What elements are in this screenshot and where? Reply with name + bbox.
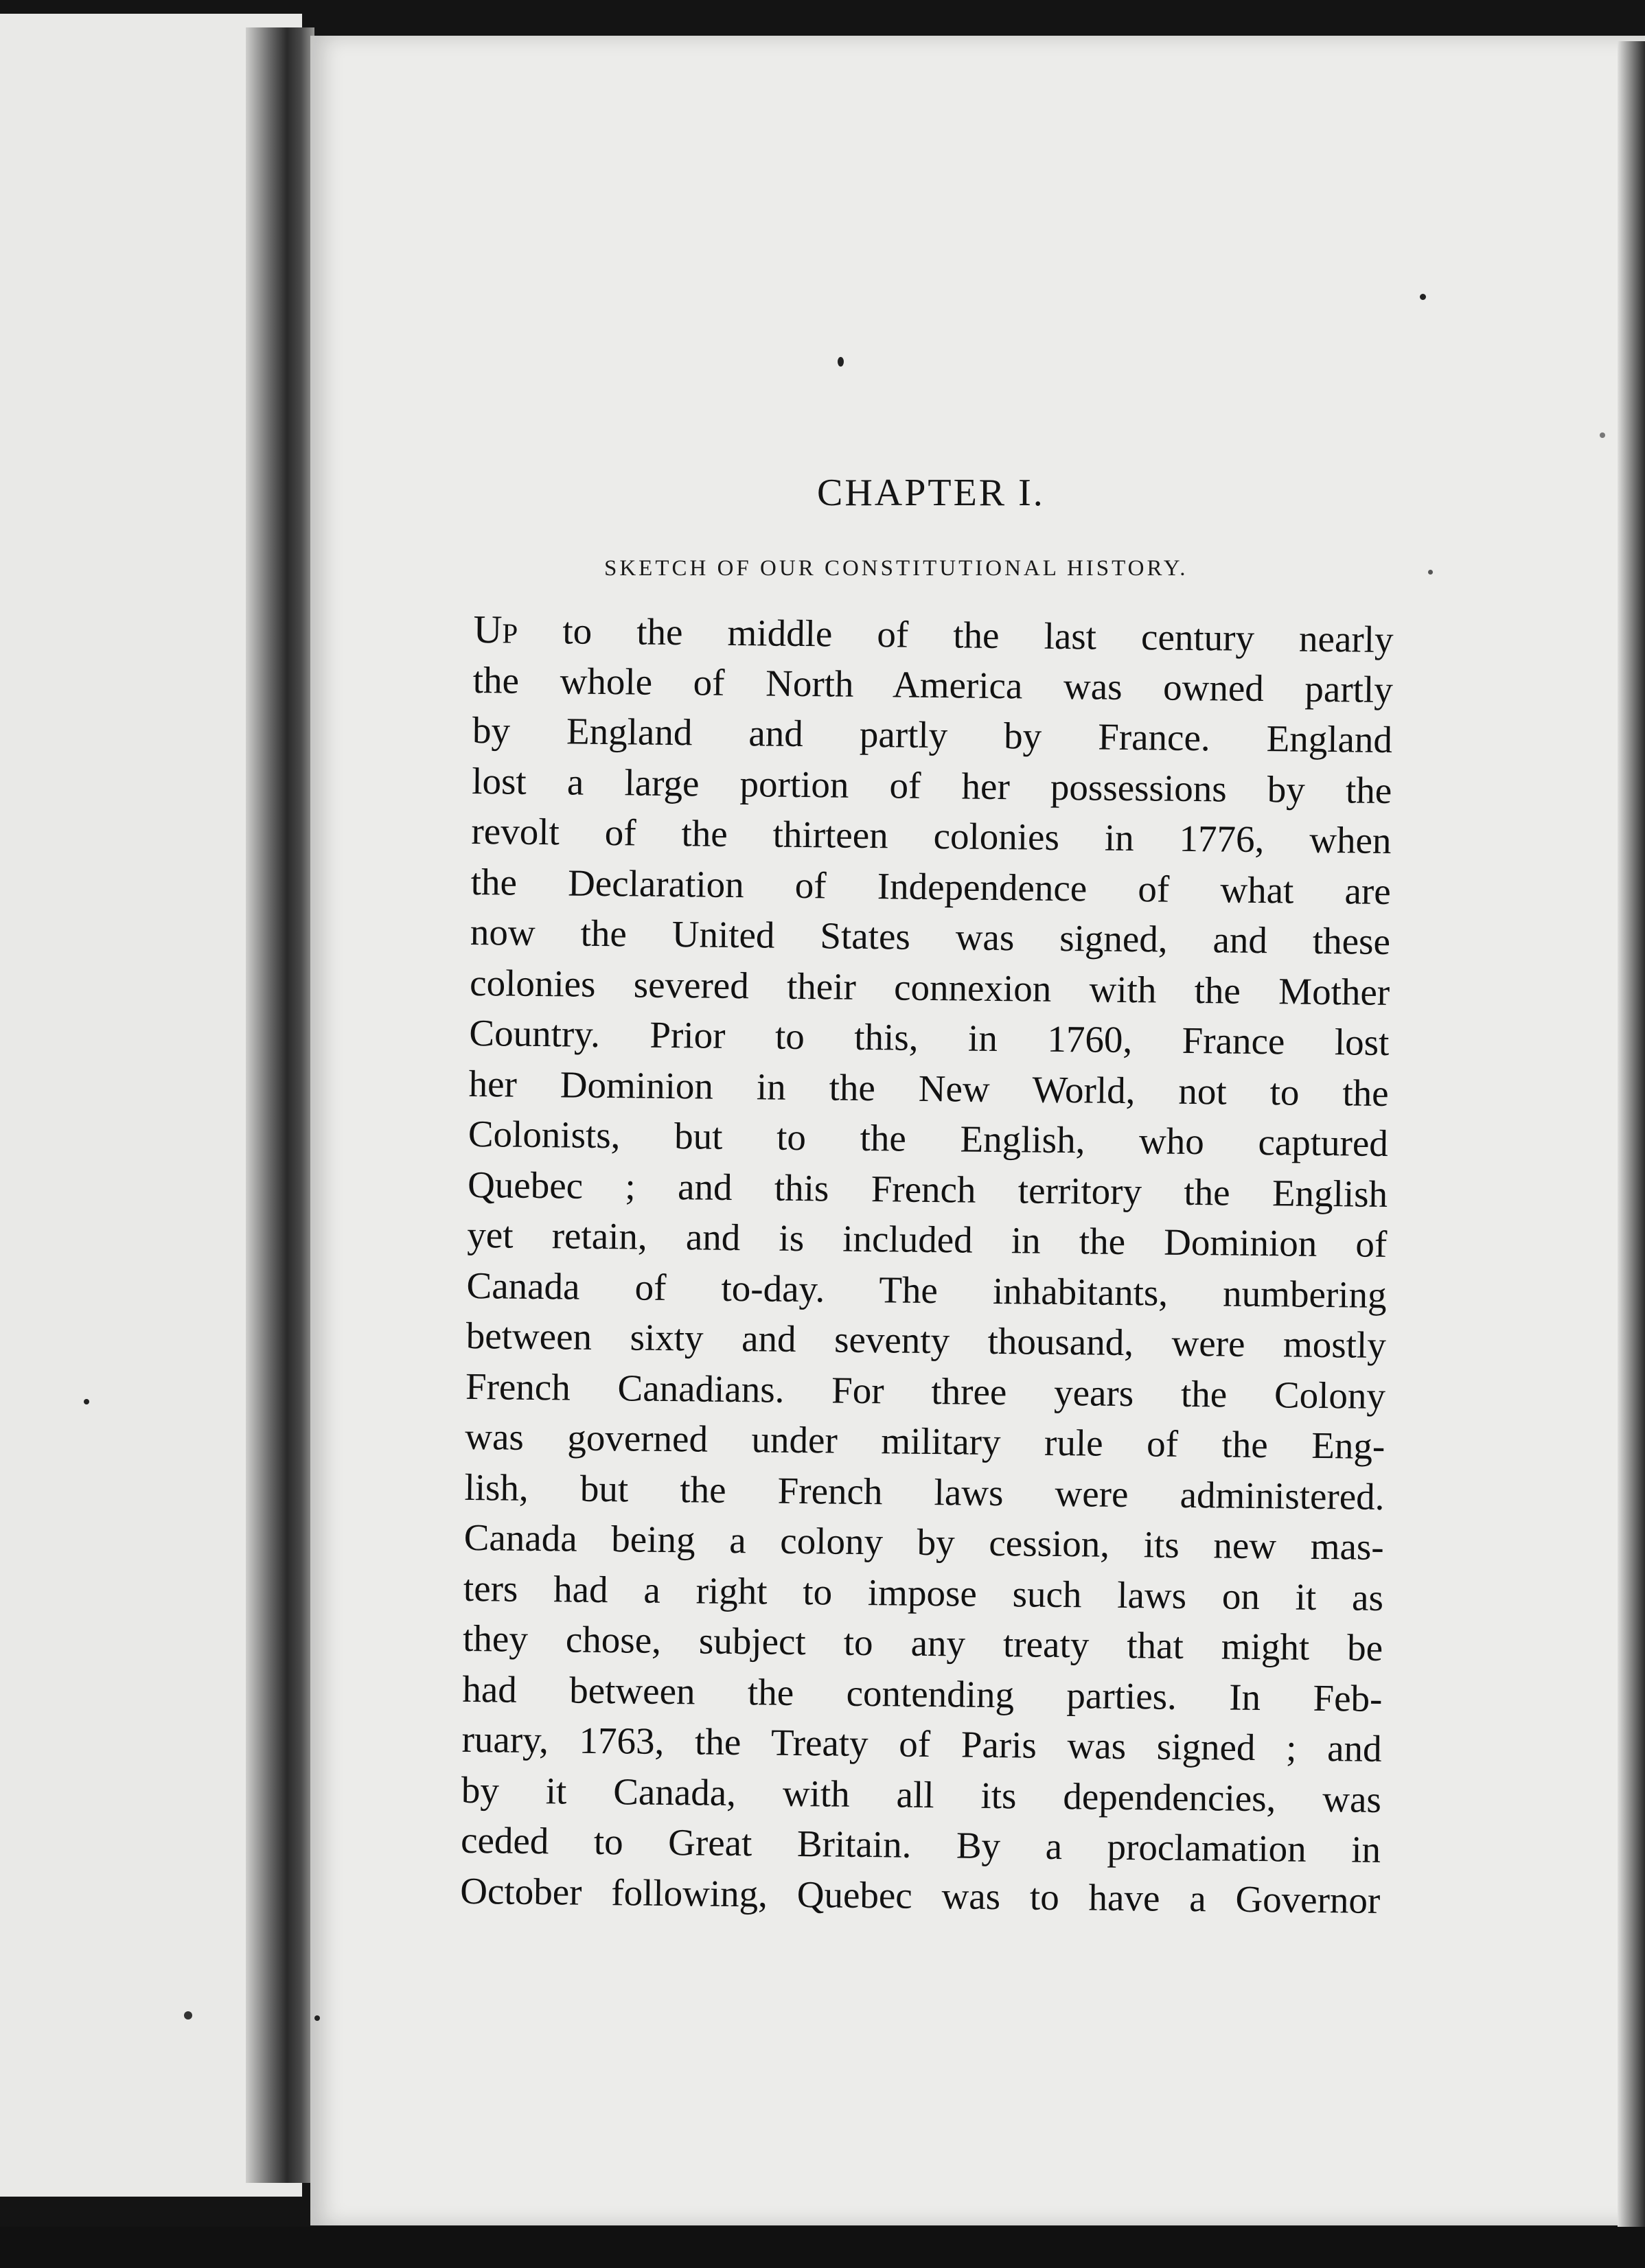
- ink-speck: [84, 1399, 89, 1404]
- text-line: yet retain, and is included in the Dominion of: [467, 1213, 1388, 1265]
- text-line: Canada of to-day. The inhabitants, numbering: [466, 1264, 1387, 1316]
- text-line: between sixty and seventy thousand, were mostly: [465, 1314, 1387, 1366]
- ink-speck: [838, 357, 844, 367]
- text-line: Canada being a colony by cession, its new mas-: [463, 1516, 1385, 1568]
- text-line: Up to the middle of the last century nearly: [473, 606, 1394, 661]
- ink-speck: [184, 2011, 192, 2020]
- ink-speck: [314, 2015, 320, 2021]
- text-line: October following, Quebec was to have a Governor: [460, 1869, 1381, 1921]
- scan-border-bottom: [0, 2227, 1645, 2268]
- text-line: her Dominion in the New World, not to the: [468, 1062, 1389, 1114]
- lead-word: Up: [473, 606, 518, 652]
- text-line: ters had a right to impose such laws on it as: [463, 1566, 1384, 1619]
- section-heading: SKETCH OF OUR CONSTITUTIONAL HISTORY.: [604, 556, 1188, 581]
- text-line: Colonists, but to the English, who captured: [468, 1112, 1389, 1164]
- ink-speck: [1428, 570, 1433, 575]
- text-line: revolt of the thirteen colonies in 1776, when: [471, 809, 1392, 862]
- ink-speck: [1600, 432, 1605, 438]
- text-line: ceded to Great Britain. By a proclamation in: [460, 1818, 1381, 1871]
- chapter-heading: CHAPTER I.: [817, 472, 1045, 514]
- text-line: colonies severed their connexion with the Mother: [469, 961, 1390, 1013]
- text-line: the Declaration of Independence of what are: [470, 860, 1392, 912]
- book-gutter: [246, 27, 314, 2183]
- text-line: by it Canada, with all its dependencies, was: [461, 1768, 1382, 1820]
- text-line: now the United States was signed, and these: [470, 910, 1391, 963]
- body-paragraph: [460, 604, 1394, 1925]
- text-line: Country. Prior to this, in 1760, France lost: [469, 1011, 1390, 1063]
- text-line: by England and partly by France. England: [472, 708, 1393, 761]
- text-line: had between the contending parties. In Feb-: [462, 1667, 1383, 1720]
- text-line: was governed under military rule of the Eng-: [464, 1415, 1385, 1467]
- text-line: ruary, 1763, the Treaty of Paris was signed ; and: [461, 1717, 1382, 1770]
- text-line: lost a large portion of her possessions by the: [471, 759, 1392, 811]
- text-line: lish, but the French laws were administered.: [464, 1466, 1385, 1518]
- text-line: Quebec ; and this French territory the English: [467, 1163, 1388, 1215]
- text-line: they chose, subject to any treaty that might be: [462, 1617, 1383, 1669]
- text-line: French Canadians. For three years the Colony: [465, 1365, 1386, 1417]
- page-edge-shadow: [1618, 41, 1645, 2268]
- ink-speck: [1420, 294, 1426, 300]
- text-line: the whole of North America was owned partly: [472, 658, 1394, 710]
